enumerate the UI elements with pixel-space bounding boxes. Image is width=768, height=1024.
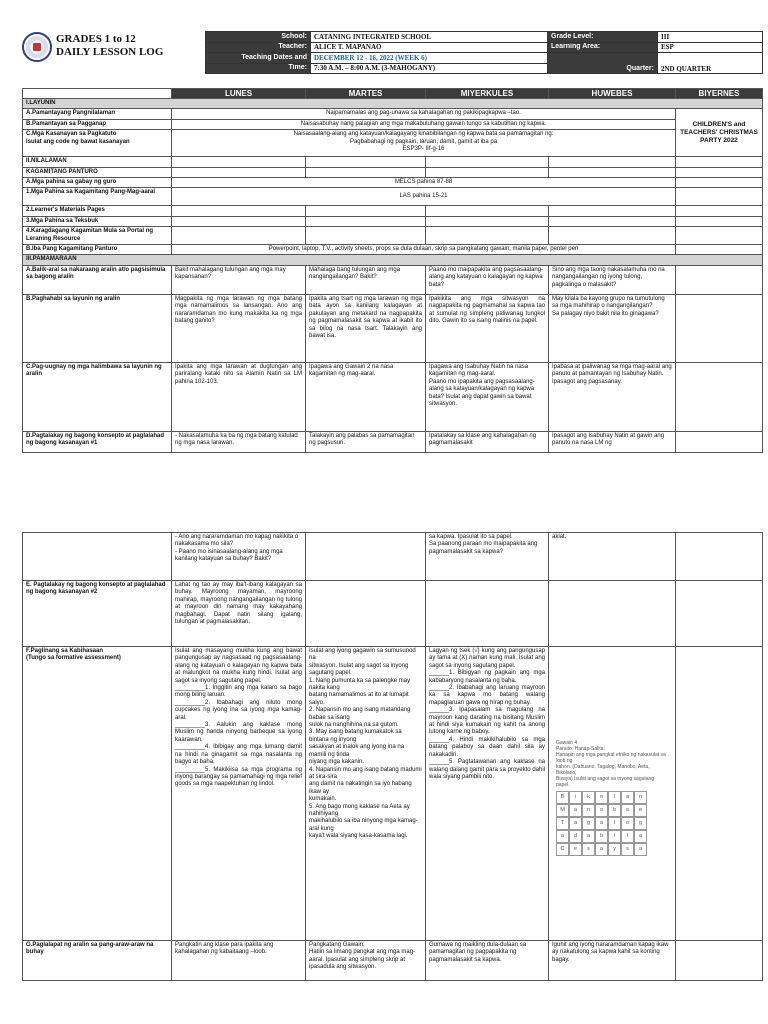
- cell-wednesday: Paano mo maipapakita ang pagsasaalang-alang ang katayuan o kalagayan ng kapwa bata?: [426, 265, 549, 294]
- table-row: [23, 431, 763, 452]
- cell-monday: - Ano ang nararamdaman mo kapag nakikita o nakakasama mo sila? - Paano mo isinasaalang-alang ang mga kanilang katayuan sa buhay? Bakit?: [172, 533, 306, 581]
- label-learners-materials: 2.Learner's Materials Pages: [23, 206, 172, 216]
- table-row: [23, 581, 763, 647]
- cell-tuesday: Ipagawa ang Gawain 2 na nasa kagamitan ng mag-aaral.: [306, 362, 426, 431]
- puzzle-letter: l: [608, 817, 621, 830]
- label-karagdagang-kagamitan: 4.Karagdagang Kagamitan Mula sa Portal ng Leraning Resource: [23, 227, 172, 245]
- puzzle-letter: T: [556, 817, 569, 830]
- row-label: F.Paglinang sa Kabihasaan (Tungo sa formative assessment): [23, 647, 172, 941]
- dates-value: DECEMBER 12 - 16, 2022 (WEEK 6): [311, 53, 548, 64]
- puzzle-letter: a: [634, 843, 647, 856]
- puzzle-letter: C: [556, 843, 569, 856]
- puzzle-letter: g: [582, 817, 595, 830]
- dll-title: DAILY LESSON LOG: [56, 46, 164, 58]
- cell-tuesday: [306, 581, 426, 647]
- puzzle-letter: B: [556, 791, 569, 804]
- label-pamantayan-sa-pagganap: B.Pamantayan sa Pagganap: [23, 119, 172, 129]
- document-page-1: [0, 0, 768, 470]
- label-nilalaman: II.NILALAMAN: [23, 157, 172, 167]
- puzzle-letter: g: [634, 817, 647, 830]
- label-teksbuk: 3.Mga Pahina sa Teksbuk: [23, 216, 172, 226]
- teacher-value: ALICE T. MAPANAO: [311, 42, 548, 53]
- day-tuesday: MARTES: [306, 89, 426, 99]
- cell-tuesday: Isulat ang iyong gagawin sa sumusunod na sitwasyon. Isulat ang sagot sa inyong sagutang papel. 1. Nang pumunta ka sa palengke may nakita kang batang namamalimos at ito at lumapit saiyo. 2. Napansin mo ang isang matandang babae sa isang sulok na nanghihina na sa gutom. 3. May isang batang kumakatok sa bintana ng inyong sasakyan at inalok ang iyong ina na mamili ng tinda niyang mga kakanin. 4. Napansin mo ang isang batang madumi at sira-sira ang damit na nakatingin sa iyo habang ikaw ay kumakain. 5. Ang bago mong kaklase na Aeta ay nahihiyang makihalubilo sa iba ninyong mga kamag-aral kung kaya't wala siyang kasa-kasama lagi.: [306, 647, 426, 941]
- friday-christmas-party: CHILDREN'S and TEACHERS' CHRISTMAS PARTY 2022: [676, 109, 763, 157]
- cell-wednesday: Lagyan ng tsek (√) kung ang pangungusap ay tama at (X) naman kung mali. Isulat ang sagot sa inyong sagutang papel. ______1. Bibigyan ng pagkain ang mga kababaryong nasalanta ng baha. ______2. Ibabahagi ang laruang mayroon ka sa kapwa mo batang walang mapaglaruan gawa ng hirap ng buhay. ______3. Ipapasalam sa magulang na mayroon kang darating na bisitang Muslim at hindi siya kumakain ng kahit na anong lutong karne ng baboy. ______4. Hindi makikihalubilo sa mga batang palaboy sa daan dahil sila ay nakakadiri. ______5. Pagtatawanan ang kaklase na walang dalang gamit para sa proyekto dahil wala siyang pambili nito.: [426, 647, 549, 941]
- puzzle-letter: s: [582, 843, 595, 856]
- puzzle-letter: o: [595, 791, 608, 804]
- cell-thursday: Ipabasa at ipaliwanag sa mga mag-aaral ang panuto at pamantayan ng Isabuhay Natin. Ipasagot ang pagsasanay.: [549, 362, 676, 431]
- row-label: G.Paglalapat ng aralin sa pang-araw-araw na buhay: [23, 941, 172, 981]
- row-label: D.Pagtalakay ng bagong konsepto at paglalahad ng bagong kasanayan #1: [23, 431, 172, 452]
- puzzle-letter: l: [621, 830, 634, 843]
- puzzle-letter: a: [621, 791, 634, 804]
- text-kasanayan: Naisasaalang-alang ang katayuan/kalagayang kinabibilangan ng kapwa bata sa pamamagitan ng: Pagbabahagi ng pagkain, laruan, damit, gamit at iba pa ESP3P- IIf-g-16: [172, 130, 676, 157]
- puzzle-letter: M: [556, 804, 569, 817]
- label-pamantayang-pangnilalaman: A.Pamantayang Pangnilalaman: [23, 109, 172, 119]
- grade-level-label: Grade Level:: [548, 32, 658, 43]
- text-kagamitang-mag-aaral: LAS pahina 15-21: [172, 188, 676, 206]
- deped-seal-icon: [22, 32, 52, 62]
- school-value: CATANING INTEGRATED SCHOOL: [311, 32, 548, 43]
- text-pamantayang-pangnilalaman: Naipamamalas ang pag-unawa sa kahalagahan ng pakikipagkapwa –tao.: [172, 109, 676, 119]
- puzzle-letter: d: [569, 830, 582, 843]
- puzzle-letter: l: [608, 791, 621, 804]
- puzzle-letter: b: [608, 804, 621, 817]
- cell-thursday: aklat.: [549, 533, 676, 581]
- learning-area-label: Learning Area:: [548, 42, 658, 53]
- puzzle-letter: s: [621, 843, 634, 856]
- cell-monday: Magpakita ng mga larawan ng mga batang mga namamalimos sa lansangan. Ano ang nararamdaman mo kung makakita ka ng mga batang ganito?: [172, 294, 306, 362]
- grade-level-value: III: [658, 32, 763, 43]
- day-wednesday: MIYERKULES: [426, 89, 549, 99]
- row-label: C.Pag-uugnay ng mga halimbawa sa layunin ng aralin: [23, 362, 172, 431]
- time-value: 7:30 A.M. – 8:00 A.M. (3-MAHOGANY): [311, 63, 548, 74]
- table-row: [23, 533, 763, 581]
- section-pamamaraan: III.PAMAMARAAN: [23, 255, 763, 265]
- table-row: [23, 294, 763, 362]
- cell-wednesday: Gumawa ng maikling dula-dulaan sa pamamagitan ng pagpapakita ng pagmamalasakit sa kapwa.: [426, 941, 549, 981]
- cell-thursday: [549, 581, 676, 647]
- cell-monday: Bakit mahalagang tulungan ang mga may kapansanan?: [172, 265, 306, 294]
- label-kasanayan: C.Mga Kasanayan sa Pagkatuto Isulat ang code ng bawat kasanayan: [23, 130, 172, 157]
- cell-tuesday: Mahalaga bang tulungan ang mga nangangailangan? Bakit?: [306, 265, 426, 294]
- cell-wednesday: Ipakikita ang mga sitwasyon na nagpapakita ng pagmamahal sa kapwa tao at sumulat ng simpleng paliwanag tungkol dito. Gawin ito sa isang malinis na papel.: [426, 294, 549, 362]
- cell-thursday: Ipasagot ang Isabuhay Natin at gawin ang panuto na nasa LM ng: [549, 431, 676, 452]
- word-search-puzzle: [556, 740, 666, 860]
- puzzle-letter: a: [582, 830, 595, 843]
- day-friday: BIYERNES: [676, 89, 763, 99]
- label-kagamitang-panturo: KAGAMITANG PANTURO: [23, 167, 172, 177]
- puzzle-instruction-3: kahon. (Dabuano, Tagalog, Manobo, Aeta, Bikolano,: [556, 764, 650, 776]
- puzzle-letter-grid: [556, 791, 666, 856]
- cell-wednesday: Ipatalakay sa klase ang kahalagahan ng pagmamalasakit: [426, 431, 549, 452]
- grades-title: GRADES 1 to 12: [56, 33, 136, 45]
- puzzle-letter: a: [569, 804, 582, 817]
- puzzle-instruction-4: Bisaya) Isulat ang sagot sa inyong sagutang papel.: [556, 776, 655, 788]
- cell-tuesday: [306, 533, 426, 581]
- cell-tuesday: Ipakita ang tsart ng mga larawan ng mga bata ayon sa kanilang kalagayan at pakulayan ang metakard na nagpapakita ng pagmamalasakit sa kapwa at ikabit ito sa bilog na nasa tsart. Talakayin ang bawat isa.: [306, 294, 426, 362]
- table-row: [23, 647, 763, 941]
- day-thursday: HUWEBES: [549, 89, 676, 99]
- cell-tuesday: Talakayin ang palabas sa pamamagitan ng pagsusuri.: [306, 431, 426, 452]
- cell-thursday: Iguhit ang iyong nararamdaman kapag ikaw ay nakatulong sa kapwa kahit sa konting bagay.: [549, 941, 676, 981]
- cell-thursday: [549, 647, 676, 941]
- cell-monday: Ipakita ang mga larawan at dugtungan ang pariralang kataki nito sa Alamin Natin sa LM pahina 102-103.: [172, 362, 306, 431]
- puzzle-instruction-2: Hanapin ang mga pangkat etniko ng nakasulat sa loob ng: [556, 752, 666, 764]
- puzzle-letter: a: [595, 843, 608, 856]
- cell-monday: Lahat ng tao ay may iba't-ibang kalagayan sa buhay. Mayroong mayaman, mayroong mahirap, mayroong nangangailangan ng tulong at mayroon din namang may kakayahang magbahagi. Dapat natin silang igalang, tulungan at pagmalasakitan.: [172, 581, 306, 647]
- school-label: School:: [206, 32, 311, 43]
- cell-wednesday: Ipagawa ang Isabuhay Natin na nasa kagamitan ng mag-aaral. Paano mo ipapakita ang pagsasaalang-alang sa katayuan/kalagayan ng kapwa bata? Isulat ang dapat gawin sa bawat sitwasyon.: [426, 362, 549, 431]
- puzzle-letter: a: [634, 830, 647, 843]
- cell-wednesday: sa kapwa. Ipasulat ito sa papel. Sa paanong paraan mo maipapakita ang pagmamalasakit sa kapwa?: [426, 533, 549, 581]
- puzzle-letter: n: [582, 804, 595, 817]
- row-label: [23, 533, 172, 581]
- quarter-label: Quarter:: [548, 53, 658, 74]
- lesson-log-table: [22, 88, 763, 453]
- puzzle-letter: o: [621, 817, 634, 830]
- page-gap: [0, 470, 768, 528]
- puzzle-letter: a: [595, 817, 608, 830]
- document-page-2: [0, 528, 768, 1024]
- table-row: [23, 265, 763, 294]
- cell-monday: Pangkatin ang klase para ipakita ang kahalagahan ng kabaitaang –loob.: [172, 941, 306, 981]
- section-layunin: I.LAYUNIN: [23, 99, 763, 109]
- puzzle-title: Gawain 4: [556, 740, 578, 746]
- cell-monday: - Nakasalamuha ka ba ng mga batang katulad ng mga nasa larawan.: [172, 431, 306, 452]
- puzzle-letter: i: [608, 830, 621, 843]
- day-monday: LUNES: [172, 89, 306, 99]
- puzzle-instruction-1: Panuto: Hanap-Salita:: [556, 746, 605, 752]
- quarter-value: 2ND QUARTER: [658, 53, 763, 74]
- label-gabay-ng-guro: A.Mga pahina sa gabay ng guro: [23, 178, 172, 188]
- table-row: [23, 362, 763, 431]
- puzzle-letter: a: [556, 830, 569, 843]
- row-label: B.Paghahabi sa layunin ng aralin: [23, 294, 172, 362]
- text-gabay-ng-guro: MELCS pahina 87-88: [172, 178, 676, 188]
- dates-label: Teaching Dates and: [206, 53, 311, 64]
- cell-tuesday: Pangkatang Gawain: Hatiin sa limang pangkat ang mga mag-aaral. Ipasulat ang simpleng skrip at ipasadula ang sitwasyon.: [306, 941, 426, 981]
- learning-area-value: ESP: [658, 42, 763, 53]
- day-header-row: [23, 89, 763, 99]
- cell-thursday: Sino ang mga taong nakasalamuha mo na nangangailangan ng iyong tulong, pagkalinga o malasakit?: [549, 265, 676, 294]
- document-title: [56, 33, 163, 59]
- puzzle-letter: k: [582, 791, 595, 804]
- puzzle-letter: i: [569, 791, 582, 804]
- label-iba-pang-kagamitan: B.Iba Pang Kagamitang Panturo: [23, 245, 172, 255]
- puzzle-letter: b: [595, 830, 608, 843]
- cell-monday: Isulat ang masayang mukha kung ang bawat pangungusap ay nagsasaad ng pagsasaalang-alang ng katayuan o kalagayan ng kapwa bata at malungkot na mukha kung hindi. Isulat ang sagot sa inyong sagutang papel. _________1. Inggitin ang mga kalaro sa bago mong biling laruan. _________2. Ibabahagi ang niluto mong cupcakes ng iyong ina sa iyong mga kamag-aral. _________3. Aalukin ang kaklase mong Muslim ng handa ninyong barbeque sa iyong kaarawan. _________4. Ibibigay ang mga lumang damit na hindi na ginagamit sa mga nasalanta ng bagyo at baha. _________5. Makikiisa sa mga programa ng inyong barangay sa pamamahagi ng mga relief goods sa mga naapektuhan ng lindol.: [172, 647, 306, 941]
- header-info-table: [205, 31, 763, 74]
- label-kagamitang-mag-aaral: 1.Mga Pahina sa Kagamitang Pang-Mag-aaral: [23, 188, 172, 206]
- cell-thursday: May kilala ba kayong grupo na tumutulong sa mga mahihirap o nangangilangan? Sa palagay niyo bakit nila ito ginagawa?: [549, 294, 676, 362]
- puzzle-letter: a: [569, 817, 582, 830]
- puzzle-letter: e: [634, 804, 647, 817]
- puzzle-letter: o: [621, 804, 634, 817]
- cell-wednesday: [426, 581, 549, 647]
- table-row: [23, 941, 763, 981]
- teacher-label: Teacher:: [206, 42, 311, 53]
- row-label: A.Balik-aral sa nakaraang aralin at/o pagsisimula sa bagong aralin: [23, 265, 172, 294]
- puzzle-letter: e: [569, 843, 582, 856]
- time-label: Time:: [206, 63, 311, 74]
- row-label: E. Pagtalakay ng bagong konsepto at paglalahad ng bagong kasanayan #2: [23, 581, 172, 647]
- puzzle-letter: o: [595, 804, 608, 817]
- text-iba-pang-kagamitan: Powerpoint, laptop, T.V., activity sheets, props sa dula dulaan, skrip sa pangkatang gawain, manila paper, pentel pen: [172, 245, 676, 255]
- text-pamantayan-sa-pagganap: Naisasabuhay nang palagian ang mga makabuluhang gawain tungo sa kabutihan ng kapwa.: [172, 119, 676, 129]
- puzzle-letter: y: [608, 843, 621, 856]
- puzzle-letter: n: [634, 791, 647, 804]
- lesson-log-table-continued: [22, 532, 763, 981]
